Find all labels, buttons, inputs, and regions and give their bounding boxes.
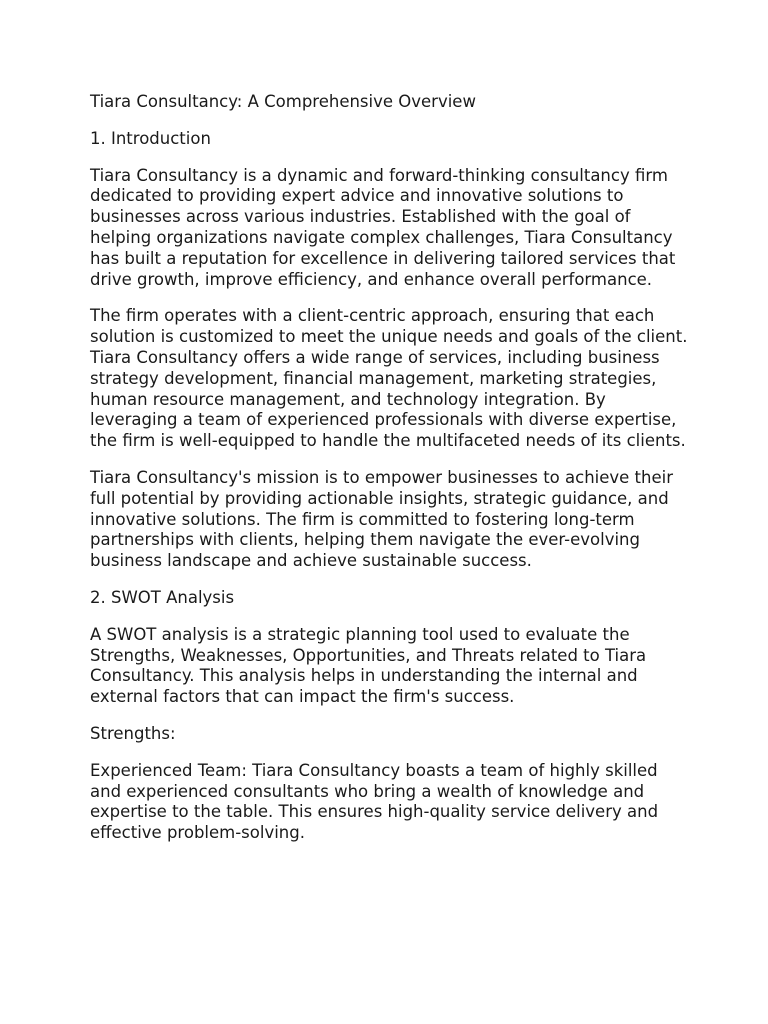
swot-paragraph-1: A SWOT analysis is a strategic planning tool used to evaluate the Strengths, Weaknesses, Opportunities, and Threats related to Tiara Consultancy. This analysis helps in understanding the internal and external factors that can impact the firm's success. [90, 624, 647, 707]
strengths-paragraph-1: Experienced Team: Tiara Consultancy boasts a team of highly skilled and experienced consultants who bring a wealth of knowledge and expertise to the table. This ensures high-quality service delivery and effective problem-solving. [90, 760, 659, 843]
strengths-heading: Strengths: [90, 723, 176, 743]
intro-paragraph-3: Tiara Consultancy's mission is to empower businesses to achieve their full potential by providing actionable insights, strategic guidance, and innovative solutions. The firm is committed to fostering long-term partnerships with clients, helping them navigate the ever-evolving business landscape and achieve sustainable success. [90, 467, 674, 571]
intro-paragraph-1: Tiara Consultancy is a dynamic and forward-thinking consultancy firm dedicated to providing expert advice and innovative solutions to businesses across various industries. Established with the goal of helping organizations navigate complex challenges, Tiara Consultancy has built a reputation for excellence in delivering tailored services that drive growth, improve efficiency, and enhance overall performance. [90, 165, 676, 289]
section-heading-introduction: 1. Introduction [90, 128, 211, 148]
document-page [90, 92, 690, 860]
section-heading-swot: 2. SWOT Analysis [90, 587, 235, 607]
intro-paragraph-2: The firm operates with a client-centric approach, ensuring that each solution is customized to meet the unique needs and goals of the client. Tiara Consultancy offers a wide range of services, including business strategy development, financial management, marketing strategies, human resource management, and technology integration. By leveraging a team of experienced professionals with diverse expertise, the firm is well-equipped to handle the multifaceted needs of its clients. [90, 306, 688, 451]
document-title: Tiara Consultancy: A Comprehensive Overview [90, 92, 476, 111]
